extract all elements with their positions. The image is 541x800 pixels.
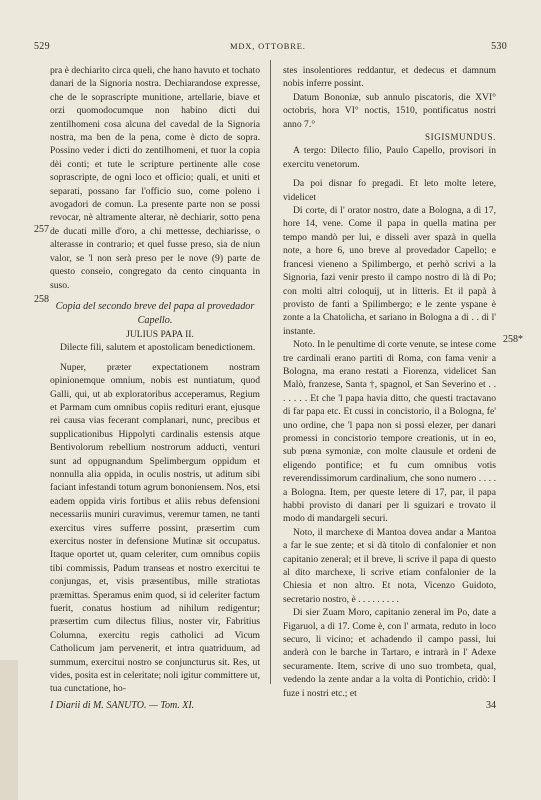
paragraph: Nuper, præter expectationem nostram opinionemque omnium, nobis est nuntiatum, quod Galli, qui, ut ab exploratoribus acceperamus, Regium et Parmam cum omnibus copiis redituri erant, ejusque rei causa vias fecerant complanari, nunc, precibus et supplicationibus Hippolyti cardinalis estensis atque Bentivolorum rebellium nostrorum adducti, venturi sunt ad oppugnandum Spelimbergum oppidum et nonnulla alia oppida, in oculis nostris, ut aditum sibi faciant infestandi totum agrum bononiensem. Nos, etsi eadem oppida viris fortibus et aliis rebus defensioni necessariis muniri curavimus, veremur tamen, ne tanti exercitus vires sufferre possint, præsertim cum exercitus noster in defensione Mutinæ sit occupatus. Itaque oportet ut, quam celeriter, cum omnibus copiis tibi commissis, Padum transeas et nostro exercitui te conjungas, et, visis præsentibus, mille stratiotas præmittas. Speramus enim quod, si id celeriter factum fuerit, conatus hostium ad nihilum redigentur; præsertim cum dilectus filius, noster vir, Fabritius Columna, exercitu regis catholici ad Vicum Catholicum jam pervenerit, et intra quatriduum, ad summum, exercitui nostro se conjuncturus sit. Res, ut vides, posita est in celeritate; noli igitur committere ut, tua cunctatione, ho- xyxy=(50,361,260,695)
paragraph: Noto, il marchexe di Mantoa dovea andar a Mantoa a far le sue zente; et si dà titolo di confalonier et non capitanio zeneral; et il breve, li scrive il papa di questo al dito marchexe, li scrive etiam confalonier de la Chiesia et non altro. Et nota, Vicenzo Guidoto, secretario nostro, è . . . . . . . . . xyxy=(283,526,496,605)
paragraph: Noto. In le penultime di corte venute, se intese come tre cardinali erano partiti di Roma, con fama venir a Bologna, ma erano restati a Fiorenza, videlicet San Malò, franzese, Santa †, spagnol, et San Severino et . . . . . . . Et che 'l papa havia ditto, che questi tractavano di far papa etc. Et cussi in concistorio, il a Bologna, fe' uno ordine, che 'l papa non si possi elezer, per danari promessi in concistorio tempore creationis, ut in eo, sub pœna symoniæ, con molte clausule et ordeni de eligendo pontifice; et fu cum omnibus votis reverendissimorum cardinalium, che sono numero . . . . a Bologna. Item, per queste letere di 17, par, il papa habbi provisto di danari per li sguizari e trovato il modo di mandargeli securi. xyxy=(283,339,496,525)
signature: SIGISMUNDUS. xyxy=(425,132,496,143)
page-footer xyxy=(50,700,496,711)
column-divider xyxy=(270,60,271,684)
page-number-left: 529 xyxy=(34,41,50,52)
footer-title: I Diarii di M. SANUTO. — Tom. XI. xyxy=(50,700,195,711)
margin-number: 257 xyxy=(34,224,49,235)
margin-number: 258 xyxy=(34,294,49,305)
right-column xyxy=(283,64,496,700)
paragraph: Di sier Zuam Moro, capitanio zeneral im Po, date a Figaruol, a dì 17. Come è, con l' armata, reduto in loco securo, li vicino; et achadendo il campo passi, lui anderà con le barche in Tartaro, e intrarà in l' Adexe securamente. Item, scrive di uno suo trombeta, qual, vedendo la zente andar a la volta di Pontichio, cridò: I fuze i nostri etc.; et xyxy=(283,607,496,699)
margin-number: 258* xyxy=(503,334,523,345)
left-column xyxy=(50,64,260,696)
paragraph: Datum Bononiæ, sub annulo piscatoris, die XVI° octobris, hora VI° noctis, 1510, pontificatus nostri anno 7.° xyxy=(283,91,496,130)
running-header: MDX, OTTOBRE. xyxy=(230,41,306,51)
paragraph: pra è dechiarito circa queli, che hano havuto et tochato danari de la Signoria nostra. Dechiarandose expresse, che de le soprascripte munitione, artellarie, biave et orzi quomodocumque non habino dicti dui zentilhomeni cosa alcuna del cavedal de la Signoria nostra, ma ben de la pena, come è dicto de sopra. Possino veder i dicti do zentilhomeni, et tuor la copia dèi conti; et tute le scripture pertinente alle cose soprascripte, de ogni loco et officio; quali, et uniti et separati, possano far l'officio suo, come poleno i avogadori de comun. La presente parte non se possi revocar, nè altramente alterar, nè dechiarir, sotto pena de ducati mille d'oro, a chi mettesse, dechiarisse, o alterasse in contrario; et quel fusse preso, sia de niun valor, se 'l non serà preso per le nove (9) parte de questo conseio, congregato da cento cinquanta in suso. xyxy=(50,65,260,291)
address: A tergo: Dilecto filio, Paulo Capello, provisori in exercitu venetorum. xyxy=(283,145,496,170)
signer: JULIUS PAPA II. xyxy=(126,328,194,340)
page-edge-shadow xyxy=(0,660,18,800)
paragraph: Da poi disnar fo pregadi. Et leto molte letere, videlicet xyxy=(283,178,496,203)
paragraph: Di corte, di l' orator nostro, date a Bologna, a dì 17, hore 14, vene. Come il papa in quella matina per tempo mandò per lui, e disseli aver spazà in quella note, a hore 6, uno breve al provedador Capello; e francesi vieneno a Spilimbergo, et perhò scrivi a la Signoria, fazi venir presto il campo nostro di là di Po; con molti altri coloquij, ut in litteris. Et il papà à provisto de fanti a Spilimbergo; e le zente yspane è zonte a la Chatolicha, et sariano in Bologna a di . . di l' instante. xyxy=(283,205,496,337)
salutation: Dilecte fili, salutem et apostolicam benedictionem. xyxy=(60,342,256,354)
signature-mark: 34 xyxy=(486,700,496,711)
paragraph: stes insolentiores reddantur, et dedecus et damnum nobis inferre possint. xyxy=(283,65,496,90)
section-title: Copia del secondo breve del papa al provedador Capello. xyxy=(55,300,255,326)
page-number-right: 530 xyxy=(491,41,507,52)
